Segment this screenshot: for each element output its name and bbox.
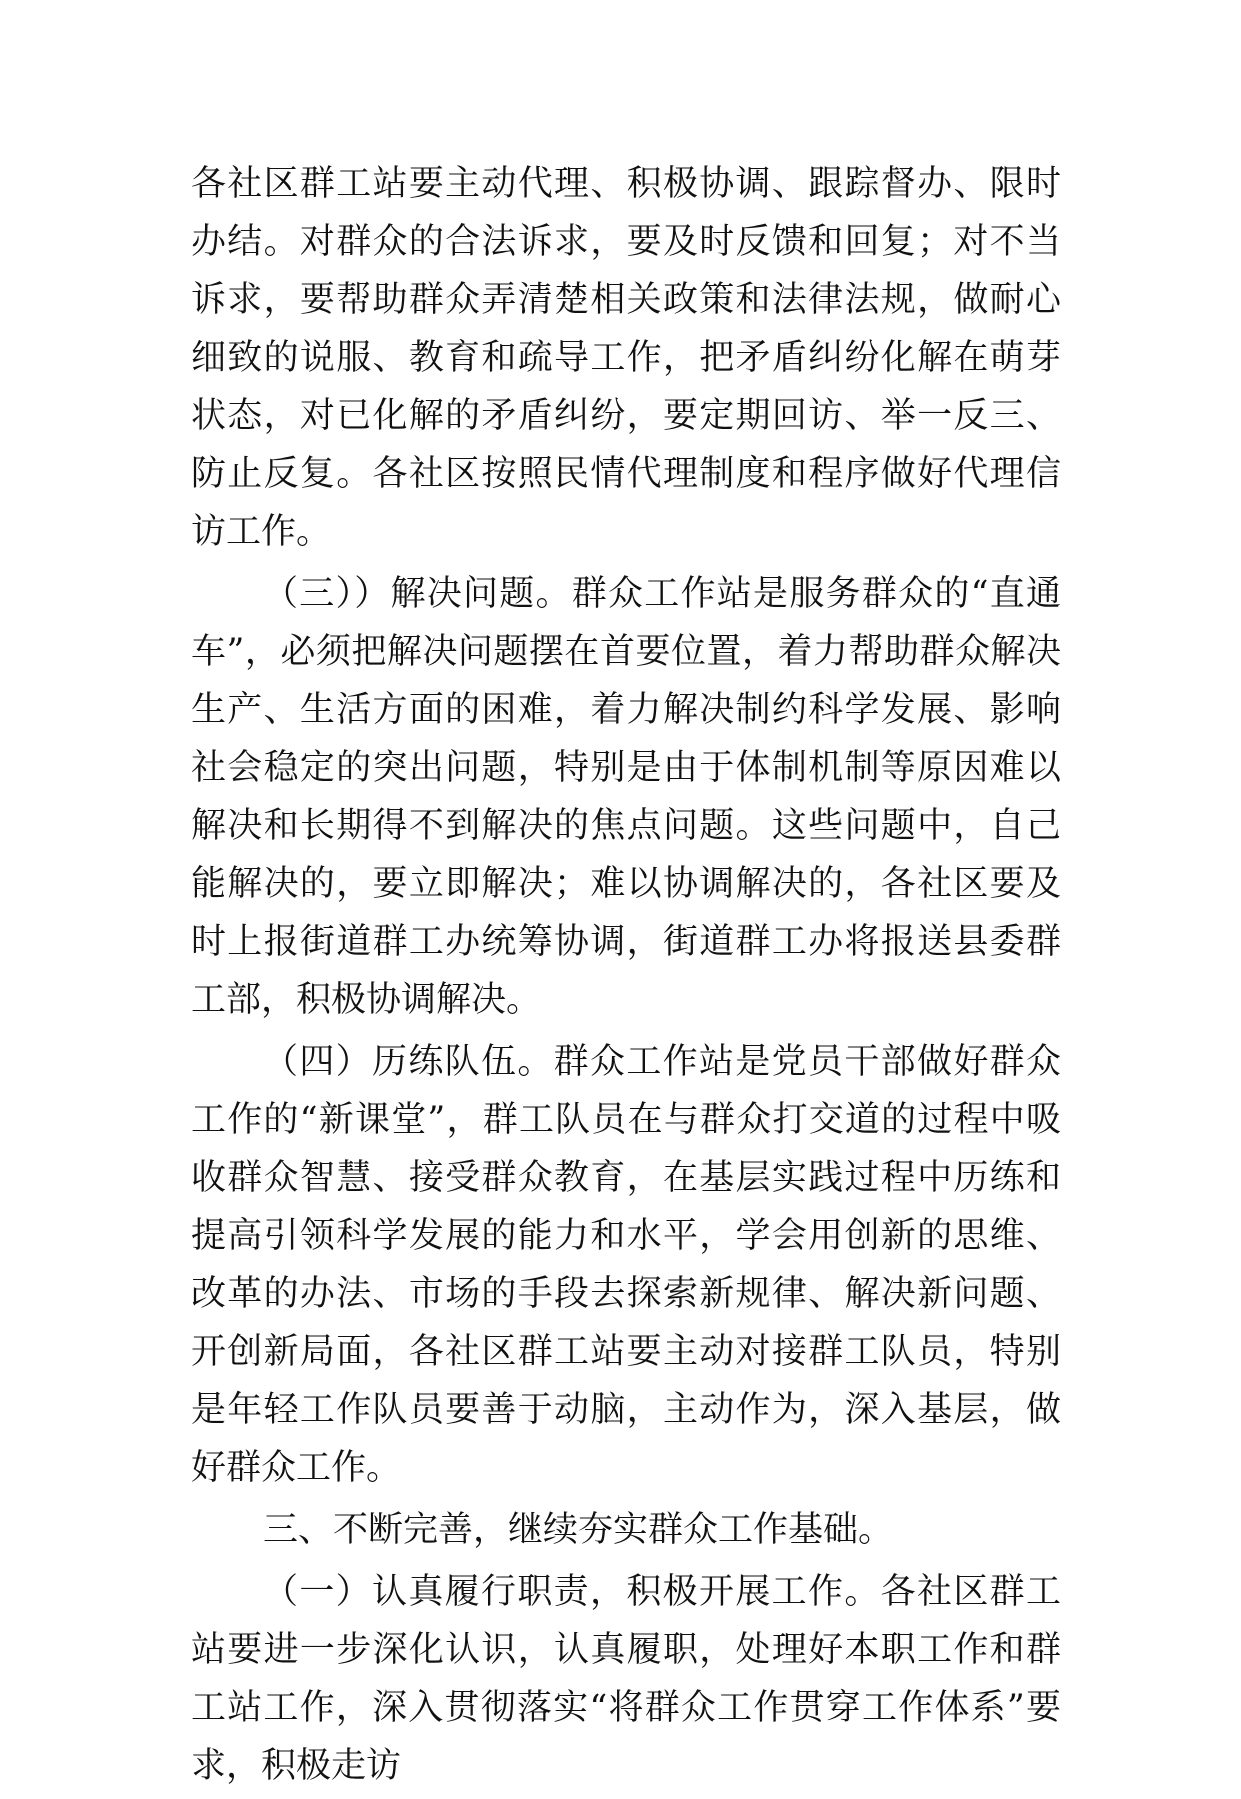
paragraph-p2: （三））解决问题。群众工作站是服务群众的“直通车”，必须把解决问题摆在首要位置，着力帮助群众解决生产、生活方面的困难，着力解决制约科学发展、影响社会稳定的突出问题，特别是由于体制机制等原因难以解决和长期得不到解决的焦点问题。这些问题中，自己能解决的，要立即解决；难以协调解决的，各社区要及时上报街道群工办统筹协调，街道群工办将报送县委群工部，积极协调解决。 bbox=[191, 574, 1061, 1020]
section-heading-three: 三、不断完善，继续夯实群众工作基础。 bbox=[263, 1510, 894, 1550]
paragraph-p1: 各社区群工站要主动代理、积极协调、跟踪督办、限时办结。对群众的合法诉求，要及时反馈和回复；对不当诉求，要帮助群众弄清楚相关政策和法律法规，做耐心细致的说服、教育和疏导工作，把矛盾纠纷化解在萌芽状态，对已化解的矛盾纠纷，要定期回访、举一反三、防止反复。各社区按照民情代理制度和程序做好代理信访工作。 bbox=[191, 164, 1061, 552]
paragraph-p3: （四）历练队伍。群众工作站是党员干部做好群众工作的“新课堂”，群工队员在与群众打交道的过程中吸收群众智慧、接受群众教育，在基层实践过程中历练和提高引领科学发展的能力和水平，学会用创新的思维、改革的办法、市场的手段去探索新规律、解决新问题、开创新局面，各社区群工站要主动对接群工队员，特别是年轻工作队员要善于动脑，主动作为，深入基层，做好群众工作。 bbox=[191, 1042, 1061, 1488]
paragraph-p5: （一）认真履行职责，积极开展工作。各社区群工站要进一步深化认识，认真履职，处理好本职工作和群工站工作，深入贯彻落实“将群众工作贯穿工作体系”要求，积极走访 bbox=[191, 1572, 1061, 1786]
document-page bbox=[191, 155, 1061, 1799]
